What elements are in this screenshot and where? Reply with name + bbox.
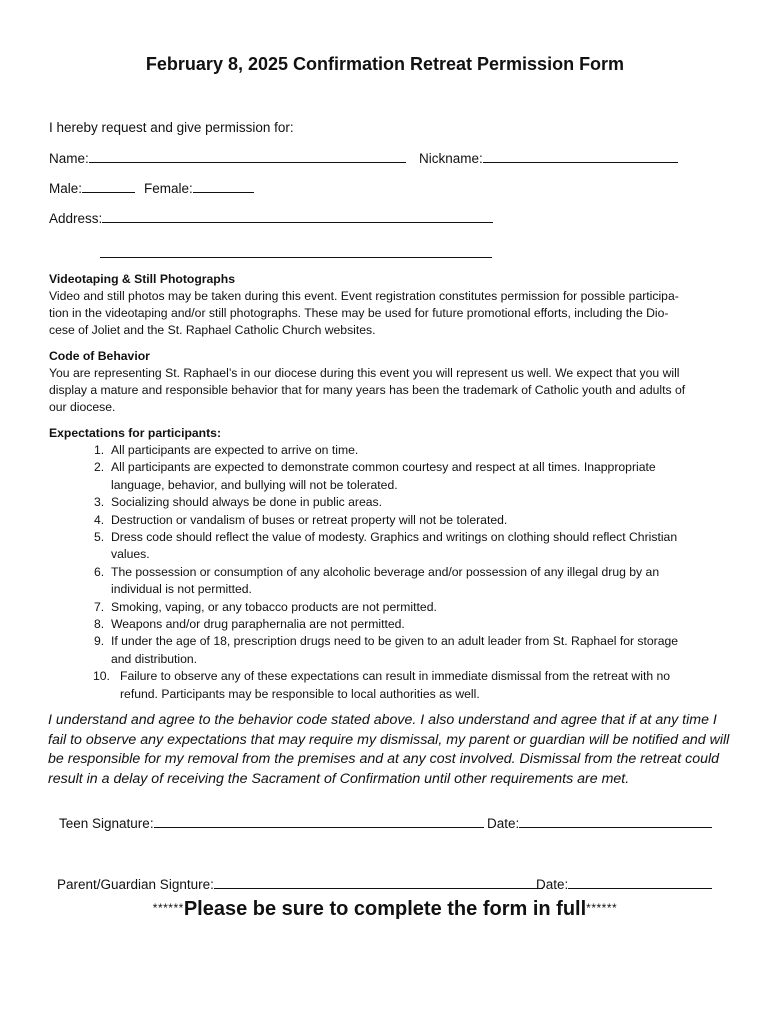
nickname-field-row [419,150,678,166]
male-field-line[interactable] [82,180,135,193]
footer-stars-right: ****** [586,901,618,915]
expectation-item: 1. All participants are expected to arrive on time. [94,443,359,457]
male-field-row [49,180,135,196]
expectation-item: 5. Dress code should reflect the value of modesty. Graphics and writings on clothing should reflect Christian values. [94,530,678,562]
address-field-line-1[interactable] [102,210,493,223]
name-field-line[interactable] [89,150,406,163]
parent-date-label: Date: [536,877,569,892]
agreement-line: fail to observe any expectations that may require my dismissal, my parent or guardian will be notified and will [48,731,730,748]
agreement-line: result in a delay of receiving the Sacrament of Confirmation until other requirements are met. [48,770,630,787]
video-text-line: cese of Joliet and the St. Raphael Catholic Church websites. [49,323,376,338]
teen-signature-line[interactable] [154,815,484,828]
female-label: Female: [144,181,193,196]
video-section-heading: Videotaping & Still Photographs [49,272,235,286]
expectations-heading: Expectations for participants: [49,426,222,440]
address-label: Address: [49,211,103,226]
intro-text: I hereby request and give permission for: [49,120,294,135]
footer-text: Please be sure to complete the form in full [183,898,587,920]
address-field-row [49,210,493,226]
expectation-item: 6. The possession or consumption of any alcoholic beverage and/or possession of any illegal drug by an individual is not permitted. [94,564,660,597]
expectation-item: 3. Socializing should always be done in public areas. [94,495,382,510]
name-label: Name: [49,151,89,166]
agreement-line: I understand and agree to the behavior code stated above. I also understand and agree that if at any time I [48,712,717,728]
female-field-line[interactable] [193,180,254,193]
teen-date-row [487,815,712,831]
behavior-section-text [49,365,719,417]
address-field-line-2[interactable] [100,245,492,258]
parent-signature-row [57,876,543,892]
form-title: February 8, 2025 Confirmation Retreat Permission Form [145,54,625,74]
expectations-list [78,442,718,703]
name-field-row [49,150,406,166]
female-field-row [144,180,254,196]
expectation-item: 9. If under the age of 18, prescription drugs need to be given to an adult leader from St. Raphael for storage and distribution. [94,634,679,666]
expectation-item: 2. All participants are expected to demonstrate common courtesy and respect at all times. Inappropriate language, behavior, and bullying will not be tolerated. [94,460,656,492]
parent-date-row [536,876,712,892]
expectation-item: 4. Destruction or vandalism of buses or retreat property will not be tolerated. [94,512,508,527]
expectation-item: 8. Weapons and/or drug paraphernalia are not permitted. [94,617,405,632]
behavior-text-line: You are representing St. Raphael’s in our diocese during this event you will represent us well. We expect that you will [49,366,680,380]
footer-stars-left: ****** [152,901,184,915]
agreement-statement [48,711,728,789]
parent-signature-line[interactable] [214,876,543,889]
teen-signature-row [59,815,484,831]
video-text-line: tion in the videotaping and/or still photographs. These may be used for future promotional efforts, including the Dio- [49,306,669,321]
teen-date-line[interactable] [519,815,712,828]
behavior-section-heading: Code of Behavior [49,349,150,363]
teen-signature-label: Teen Signature: [59,816,154,831]
male-label: Male: [49,181,83,196]
expectation-item: 10. Failure to observe any of these expectations can result in immediate dismissal from the retreat with no refund. Participants may be responsible to local authorities as well. [93,669,671,701]
teen-date-label: Date: [487,816,520,831]
video-section-text [49,288,719,340]
parent-date-line[interactable] [568,876,712,889]
expectation-item: 7. Smoking, vaping, or any tobacco products are not permitted. [94,599,437,614]
parent-signature-label: Parent/Guardian Signture: [57,877,214,892]
behavior-text-line: display a mature and responsible behavior that for many years has been the trademark of Catholic youth and adults of [49,383,686,398]
footer-reminder [0,898,770,921]
behavior-text-line: our diocese. [49,400,116,415]
nickname-label: Nickname: [419,151,483,166]
agreement-line: be responsible for my removal from the premises and at any cost involved. Dismissal from the retreat could [48,751,720,768]
video-text-line: Video and still photos may be taken during this event. Event registration constitutes permission for possible participa- [49,289,679,303]
nickname-field-line[interactable] [483,150,678,163]
